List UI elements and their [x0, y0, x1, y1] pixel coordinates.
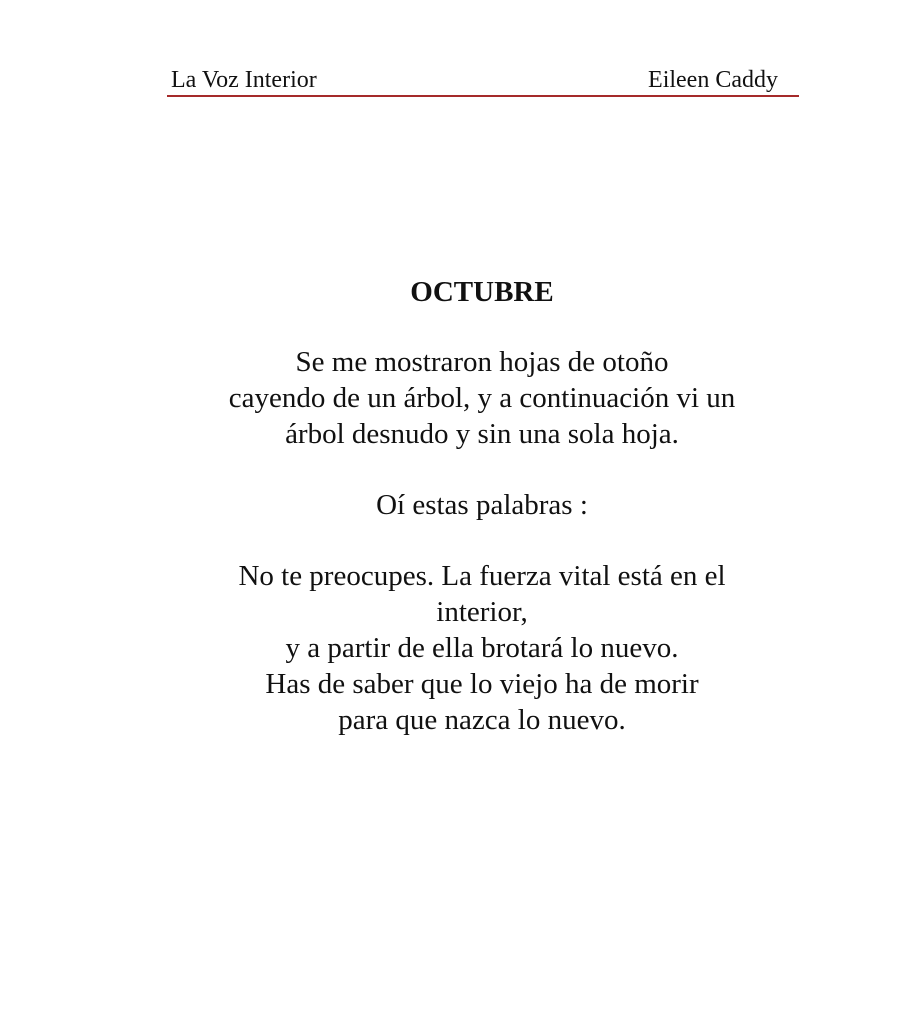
- text-line: Has de saber que lo viejo ha de morir: [265, 668, 699, 700]
- text-line: cayendo de un árbol, y a continuación vi un: [228, 382, 736, 414]
- text-line: para que nazca lo nuevo.: [338, 704, 626, 736]
- stanza-2: [140, 487, 824, 523]
- header-author: Eileen Caddy: [648, 67, 778, 93]
- stanza-1: [140, 344, 824, 452]
- text-line: árbol desnudo y sin una sola hoja.: [285, 418, 679, 450]
- running-header: [167, 64, 799, 98]
- text-line: y a partir de ella brotará lo nuevo.: [285, 632, 679, 664]
- page-title: OCTUBRE: [410, 276, 554, 308]
- header-divider: [167, 95, 799, 97]
- text-line: interior,: [436, 596, 528, 628]
- text-line: Oí estas palabras :: [376, 489, 588, 521]
- page-content: [140, 274, 824, 773]
- text-line: No te preocupes. La fuerza vital está en el: [238, 560, 726, 592]
- stanza-3: [140, 558, 824, 738]
- header-book-title: La Voz Interior: [171, 67, 317, 93]
- text-line: Se me mostraron hojas de otoño: [295, 346, 669, 378]
